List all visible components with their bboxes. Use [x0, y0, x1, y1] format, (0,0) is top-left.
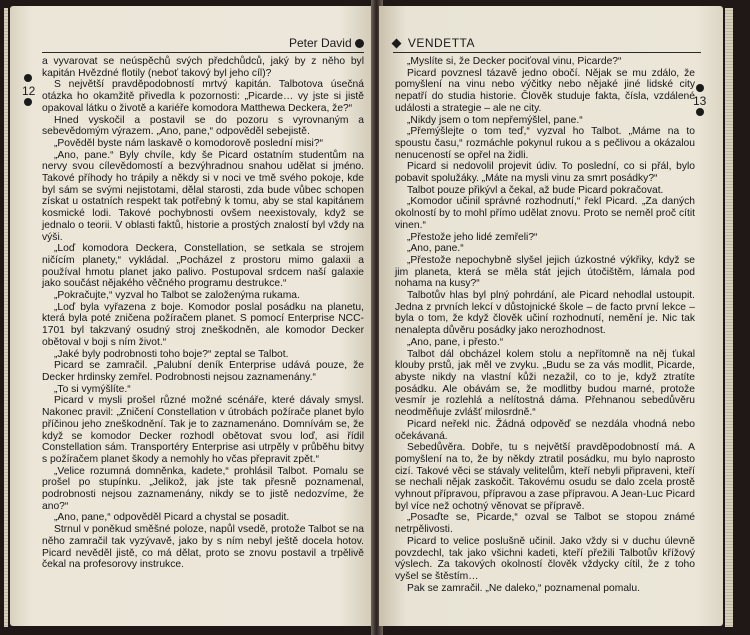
paragraph: Pak se zamračil. „Ne daleko,“ poznamenal pomalu. [407, 582, 640, 594]
paragraph: „To si vymýšlíte.“ [54, 383, 131, 395]
page-edges-right [725, 8, 733, 627]
paragraph: „Komodor učinil správné rozhodnutí,“ řekl Picard. „Za daných okolností by to mohl přímo udělat znovu. Proto se neměl proč cítit vinen.“ [395, 196, 695, 231]
page-number-left: 12 [22, 84, 36, 98]
header-bullet-icon [355, 39, 364, 48]
paragraph: S největší pravděpodobností mrtvý kapitán. Talbotova úsečná otázka ho okamžitě přivedla k pozornosti: „Picarde… vy jste si jistě opakoval látku o životě a kariéře komodora Matthewa Deckera, že?“ [42, 79, 364, 114]
paragraph: Picard povznesl tázavě jedno obočí. Nějak se mu zdálo, že pomyšlení na vinu nebo výčitky nebo nějaké jiné lidské city nepatří do studia historie. Člověk studuje fakta, čísla, vzdálené události a strategie – ale ne city. [395, 67, 695, 114]
paragraph: „Loď komodora Deckera, Constellation, se setkala se strojem ničícím planety,“ vykládal. „Pocházel z prostoru mimo galaxii a používal hmotu planet jako palivo. Postupoval srdcem naší galaxie jako součást nějakého věčného programu destrukce.“ [42, 243, 364, 290]
paragraph: „Přestože jeho lidé zemřeli?“ [407, 231, 538, 243]
right-page-body [395, 56, 695, 594]
paragraph: „Ano, pane,“ odpověděl Picard a chystal se posadit. [54, 512, 290, 524]
author-name: Peter David [288, 36, 352, 50]
header-rule-left [42, 52, 364, 53]
paragraph: „Velice rozumná domněnka, kadete,“ prohlásil Talbot. Pomalu se prošel po stupínku. „Jelikož, jak jste tak přesně poznamenal, podrobnosti nejsou zaznamenány, nikdy se to jistě nedozvíme, že ano?“ [42, 465, 364, 512]
header-diamond-icon [392, 39, 402, 49]
paragraph: „Jaké byly podrobnosti toho boje?“ zeptal se Talbot. [54, 348, 289, 360]
running-header-right [393, 36, 475, 50]
page-edges-left [4, 8, 8, 627]
paragraph: Talbotův hlas byl plný pohrdání, ale Picard nehodlal ustoupit. Jedna z prvních lekcí v důstojnické škole – de facto první lekce – byla o tom, že když člověk učiní rozhodnutí, nemění je. Nic tak nenalepta důvěru posádky jako nerozhodnost. [395, 290, 695, 337]
paragraph: Picard v mysli prošel různé možné scénáře, které dávaly smysl. Nakonec pravil: „Zničení Constellation v útrobách požírače planet bylo příčinou jeho zneškodnění. Tak je to zaznamenáno. Domnívám se, že když se komodor Decker rozhodl obětovat svou loď, asi řídil Constellation sám. Transportéry Enterprise asi utrpěly v průběhu bitvy s požíračem planet škody a nemohly ho včas přepravit zpět.“ [42, 395, 364, 465]
paragraph: „Ano, pane, i přesto.“ [407, 336, 504, 348]
header-rule-right [393, 52, 701, 53]
paragraph: „Pověděl byste nám laskavě o komodorově poslední misi?“ [54, 137, 323, 149]
paragraph: „Ano, pane.“ [407, 243, 464, 255]
paragraph: „Nikdy jsem o tom nepřemýšlel, pane.“ [407, 114, 583, 126]
paragraph: Talbot pouze přikývl a čekal, až bude Picard pokračovat. [407, 184, 664, 196]
page-number-right: 13 [693, 94, 707, 108]
paragraph: Talbot dál obcházel kolem stolu a nepřítomně na něj ťukal klouby prstů, jak měl ve zvyku. „Budu se za vás modlit, Picarde, abyste nikdy na vlastní kůži nezažil, co to je, když ztratíte posádku. Ale obávám se, že modlitby budou marné, protože vesmír je rozlehlá a nelítostná dáma. Přehnanou sebedůvěru neodměňuje zvlášť milosrdně.“ [395, 348, 695, 419]
paragraph: „Ano, pane.“ Byly chvíle, kdy še Picard ostatním studentům na nervy svou cílevědomostí a bezvýhradnou snahou udělat si jméno. Takové příhody ho trápily a někdy si v noci ve tmě svého pokoje, kde byl sám se svými nejistotami, dělal starosti, zda bude vůbec schopen získat u ostatních respekt tak potřebný k tomu, aby se stal kapitánem kosmické lodi. Takové pochybnosti ovšem neexistovaly, když se jednalo o teorii. V oblasti faktů, historie a prostých znalostí byl vždy na výši. [42, 149, 364, 243]
paragraph: Strnul v poněkud směšné poloze, napůl vsedě, protože Talbot se na něho zamračil tak vyzývavě, jako by s ním nebyl ještě docela hotov. Picard nevěděl jistě, co má dělat, proto se znovu postavil a trpělivě čekal na profesorovy instrukce. [42, 524, 364, 571]
paragraph: Picard to velice poslušně učinil. Jako vždy si v duchu úlevně povzdechl, tak jako všichni kadeti, kteří přežili Talbotův křížový výslech. Za takových okolností člověk vždycky cítil, že z toho vyšel se štěstím… [395, 535, 695, 582]
margin-bullets-left-lower [24, 96, 32, 108]
margin-bullet-icon [696, 84, 704, 92]
paragraph: Picard si nedovolil projevit údiv. To poslední, co si přál, bylo pobavit spolužáky. „Máte na mysli vinu za smrt posádky?“ [395, 161, 695, 185]
margin-bullets-right-lower [696, 106, 704, 118]
paragraph: a vyvarovat se neúspěchů svých předchůdců, jaký by z něho byl kapitán Hvězdné flotily (neboť takový byl jeho cíl)? [42, 56, 364, 79]
margin-bullet-icon [24, 74, 32, 82]
margin-bullet-icon [24, 98, 32, 106]
paragraph: Sebedůvěra. Dobře, tu s největší pravděpodobností má. A pomyšlení na to, že by někdy ztratil posádku, mu bylo naprosto cizí. Takové věci se stávaly velitelům, kteří nebyli připraveni, kteří se nechali nějak zaskočit. Takovému osudu se dalo zcela prostě vyhnout přípravou, přípravou a zase přípravou. A Jean-Luc Picard byl více než ochotný věnovat se přípravě. [395, 442, 695, 512]
paragraph: „Myslíte si, že Decker pociťoval vinu, Picarde?“ [407, 56, 622, 67]
paragraph: Picard neřekl nic. Žádná odpověď se nezdála vhodná nebo očekávaná. [395, 418, 695, 442]
right-page [379, 6, 723, 626]
margin-bullet-icon [696, 108, 704, 116]
paragraph: „Loď byla vyřazena z boje. Komodor poslal posádku na planetu, která byla poté zničena požíračem planet. S pomocí Enterprise NCC-1701 byl takzvaný osudný stroj zneškodněn, ale komodor Decker obětoval v boji s ním život.“ [42, 301, 364, 348]
running-header-left [289, 36, 364, 50]
margin-bullets-left [24, 72, 32, 84]
book-title: VENDETTA [407, 36, 475, 50]
paragraph: „Přemýšlejte o tom teď,“ vyzval ho Talbot. „Máme na to spoustu času,“ rozmáchle pokynul rukou a s pečlivou a okázalou nenuceností se opřel na židli. [395, 126, 695, 161]
left-page-body [42, 56, 364, 571]
left-page [10, 6, 376, 626]
margin-bullets-right [696, 82, 704, 94]
paragraph: Hned vyskočil a postavil se do pozoru s vyrovnaným a sebevědomým výrazem. „Ano, pane,“ odpověděl sebejistě. [42, 114, 364, 138]
paragraph: „Posaďte se, Picarde,“ ozval se Talbot se stopou známé netrpělivosti. [395, 512, 695, 536]
paragraph: „Pokračujte,“ vyzval ho Talbot se založenýma rukama. [54, 290, 300, 302]
paragraph: „Přestože nepochybně slyšel jejich úzkostné výkřiky, když se jim planeta, která se měla stát jejich útočištěm, lámala pod nohama na kusy?“ [395, 254, 695, 290]
paragraph: Picard se zamračil. „Palubní deník Enterprise udává pouze, že Decker hrdinsky zemřel. Podrobnosti nejsou zaznamenány.“ [42, 360, 364, 383]
